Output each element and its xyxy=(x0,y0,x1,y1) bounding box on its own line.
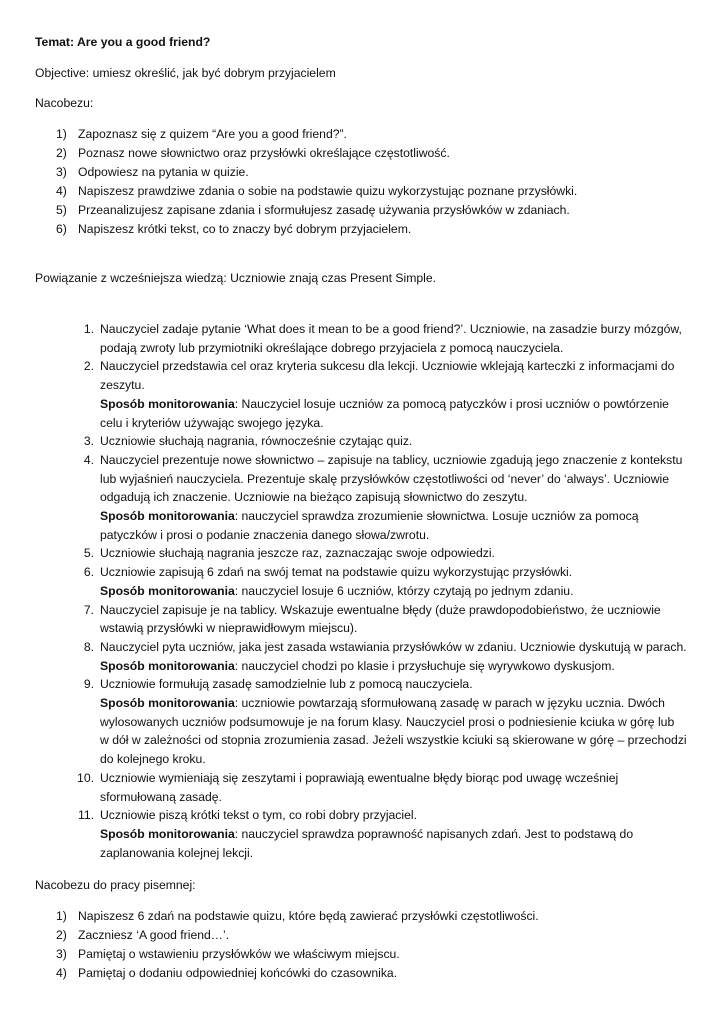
list-item: 3) Odpowiesz na pytania w quizie. xyxy=(56,165,249,179)
prior-knowledge-text: Powiązanie z wcześniejsza wiedzą: Uczniowie znają czas Present Simple. xyxy=(35,271,437,285)
monitor-label: Sposób monitorowania xyxy=(100,509,235,524)
list-item: 3) Pamiętaj o wstawieniu przysłówków we właściwym miejscu. xyxy=(56,947,400,961)
list-item: 1) Napiszesz 6 zdań na podstawie quizu, które będą zawierać przysłówki częstotliwości. xyxy=(56,909,539,923)
list-item: 4. Nauczyciel prezentuje nowe słownictwo – zapisuje na tablicy, uczniowie zgadują jego znaczenie z kontekstu lub wyjaśnień nauczyciela. Prezentuje skalę przysłówków częstotliwości od ‘never’ do ‘always’. Uczniowie odgadują ich znaczenie. Uczniowie na bieżąco zapisują słownictwo do zeszytu. Sposób monitorowania: nauczyciel sprawdza zrozumienie słownictwa. Losuje uczniów za pomocą patyczków i prosi o podanie znaczenia danego słowa/zwrotu. xyxy=(83,452,683,542)
list-item: 4) Pamiętaj o dodaniu odpowiedniej końcówki do czasownika. xyxy=(56,966,398,980)
objective-text: Objective: umiesz określić, jak być dobrym przyjacielem xyxy=(35,66,336,80)
list-item: 5. Uczniowie słuchają nagrania jeszcze raz, zaznaczając swoje odpowiedzi. xyxy=(83,546,495,561)
list-item: 6. Uczniowie zapisują 6 zdań na swój temat na podstawie quizu wykorzystując przysłówki. Sposób monitorowania: nauczyciel losuje 6 uczniów, którzy czytają po jednym zdaniu. xyxy=(83,565,574,598)
monitor-label: Sposób monitorowania xyxy=(100,583,235,598)
list-item: 2) Zaczniesz ‘A good friend…’. xyxy=(56,928,230,942)
writing-criteria-list xyxy=(56,907,696,983)
list-item: 6) Napiszesz krótki tekst, co to znaczy być dobrym przyjacielem. xyxy=(56,222,412,236)
nacobezu-list xyxy=(56,125,696,239)
list-item: 8. Nauczyciel pyta uczniów, jaka jest zasada wstawiania przysłówków w zdaniu. Uczniowie dyskutują w parach. Sposób monitorowania: nauczyciel chodzi po klasie i przysłuchuje się wyrywkowo dyskusjom. xyxy=(83,639,687,673)
list-item: 7. Nauczyciel zapisuje je na tablicy. Wskazuje ewentualne błędy (duże prawdopodobieństwo, że uczniowie wstawią przysłówki w nieprawidłowym miejscu). xyxy=(83,602,661,636)
list-item: 2) Poznasz nowe słownictwo oraz przysłówki określające częstotliwość. xyxy=(56,146,450,160)
writing-heading: Nacobezu do pracy pisemnej: xyxy=(35,878,196,892)
monitor-label: Sposób monitorowania xyxy=(100,826,235,841)
lesson-title: Temat: Are you a good friend? xyxy=(35,35,211,49)
list-item: 9. Uczniowie formułują zasadę samodzielnie lub z pomocą nauczyciela. Sposób monitorowania: uczniowie powtarzają sformułowaną zasadę w parach w języku ucznia. Dwóch wylosowanych uczniów podsumowuje je na forum klasy. Nauczyciel prosi o podniesienie kciuka w górę lub w dół w zależności od stopnia zrozumienia zasad. Jeżeli wszystkie kciuki są skierowane w górę – przechodzi do kolejnego kroku. xyxy=(83,677,687,767)
list-item: 1. Nauczyciel zadaje pytanie ‘What does it mean to be a good friend?’. Uczniowie, na zasadzie burzy mózgów, podają zwroty lub przymiotniki określające dobrego przyjaciela z pomocą nauczyciela. xyxy=(83,322,682,355)
list-item: 11. Uczniowie piszą krótki tekst o tym, co robi dobry przyjaciel. Sposób monitorowania: nauczyciel sprawdza poprawność napisanych zdań. Jest to podstawą do zaplanowania kolejnej lekcji. xyxy=(77,808,634,860)
list-item: 2. Nauczyciel przedstawia cel oraz kryteria sukcesu dla lekcji. Uczniowie wklejają karteczki z informacjami do zeszytu. Sposób monitorowania: Nauczyciel losuje uczniów za pomocą patyczków i prosi uczniów o powtórzenie celu i kryteriów używając swojego języka. xyxy=(83,359,675,430)
list-item: 5) Przeanalizujesz zapisane zdania i sformułujesz zasadę używania przysłówków w zdaniach. xyxy=(56,203,570,217)
list-item: 1) Zapoznasz się z quizem “Are you a good friend?”. xyxy=(56,127,347,141)
monitor-label: Sposób monitorowania xyxy=(100,658,235,673)
list-item: 4) Napiszesz prawdziwe zdania o sobie na podstawie quizu wykorzystując poznane przysłówki. xyxy=(56,184,578,198)
list-item: 3. Uczniowie słuchają nagrania, równocześnie czytając quiz. xyxy=(83,434,413,449)
list-item: 10. Uczniowie wymieniają się zeszytami i poprawiają ewentualne błędy biorąc pod uwagę wcześniej sformułowaną zasadę. xyxy=(77,770,619,804)
monitor-label: Sposób monitorowania xyxy=(100,396,235,411)
monitor-label: Sposób monitorowania xyxy=(100,696,235,711)
nacobezu-heading: Nacobezu: xyxy=(35,96,94,110)
lesson-steps-list xyxy=(70,320,690,862)
